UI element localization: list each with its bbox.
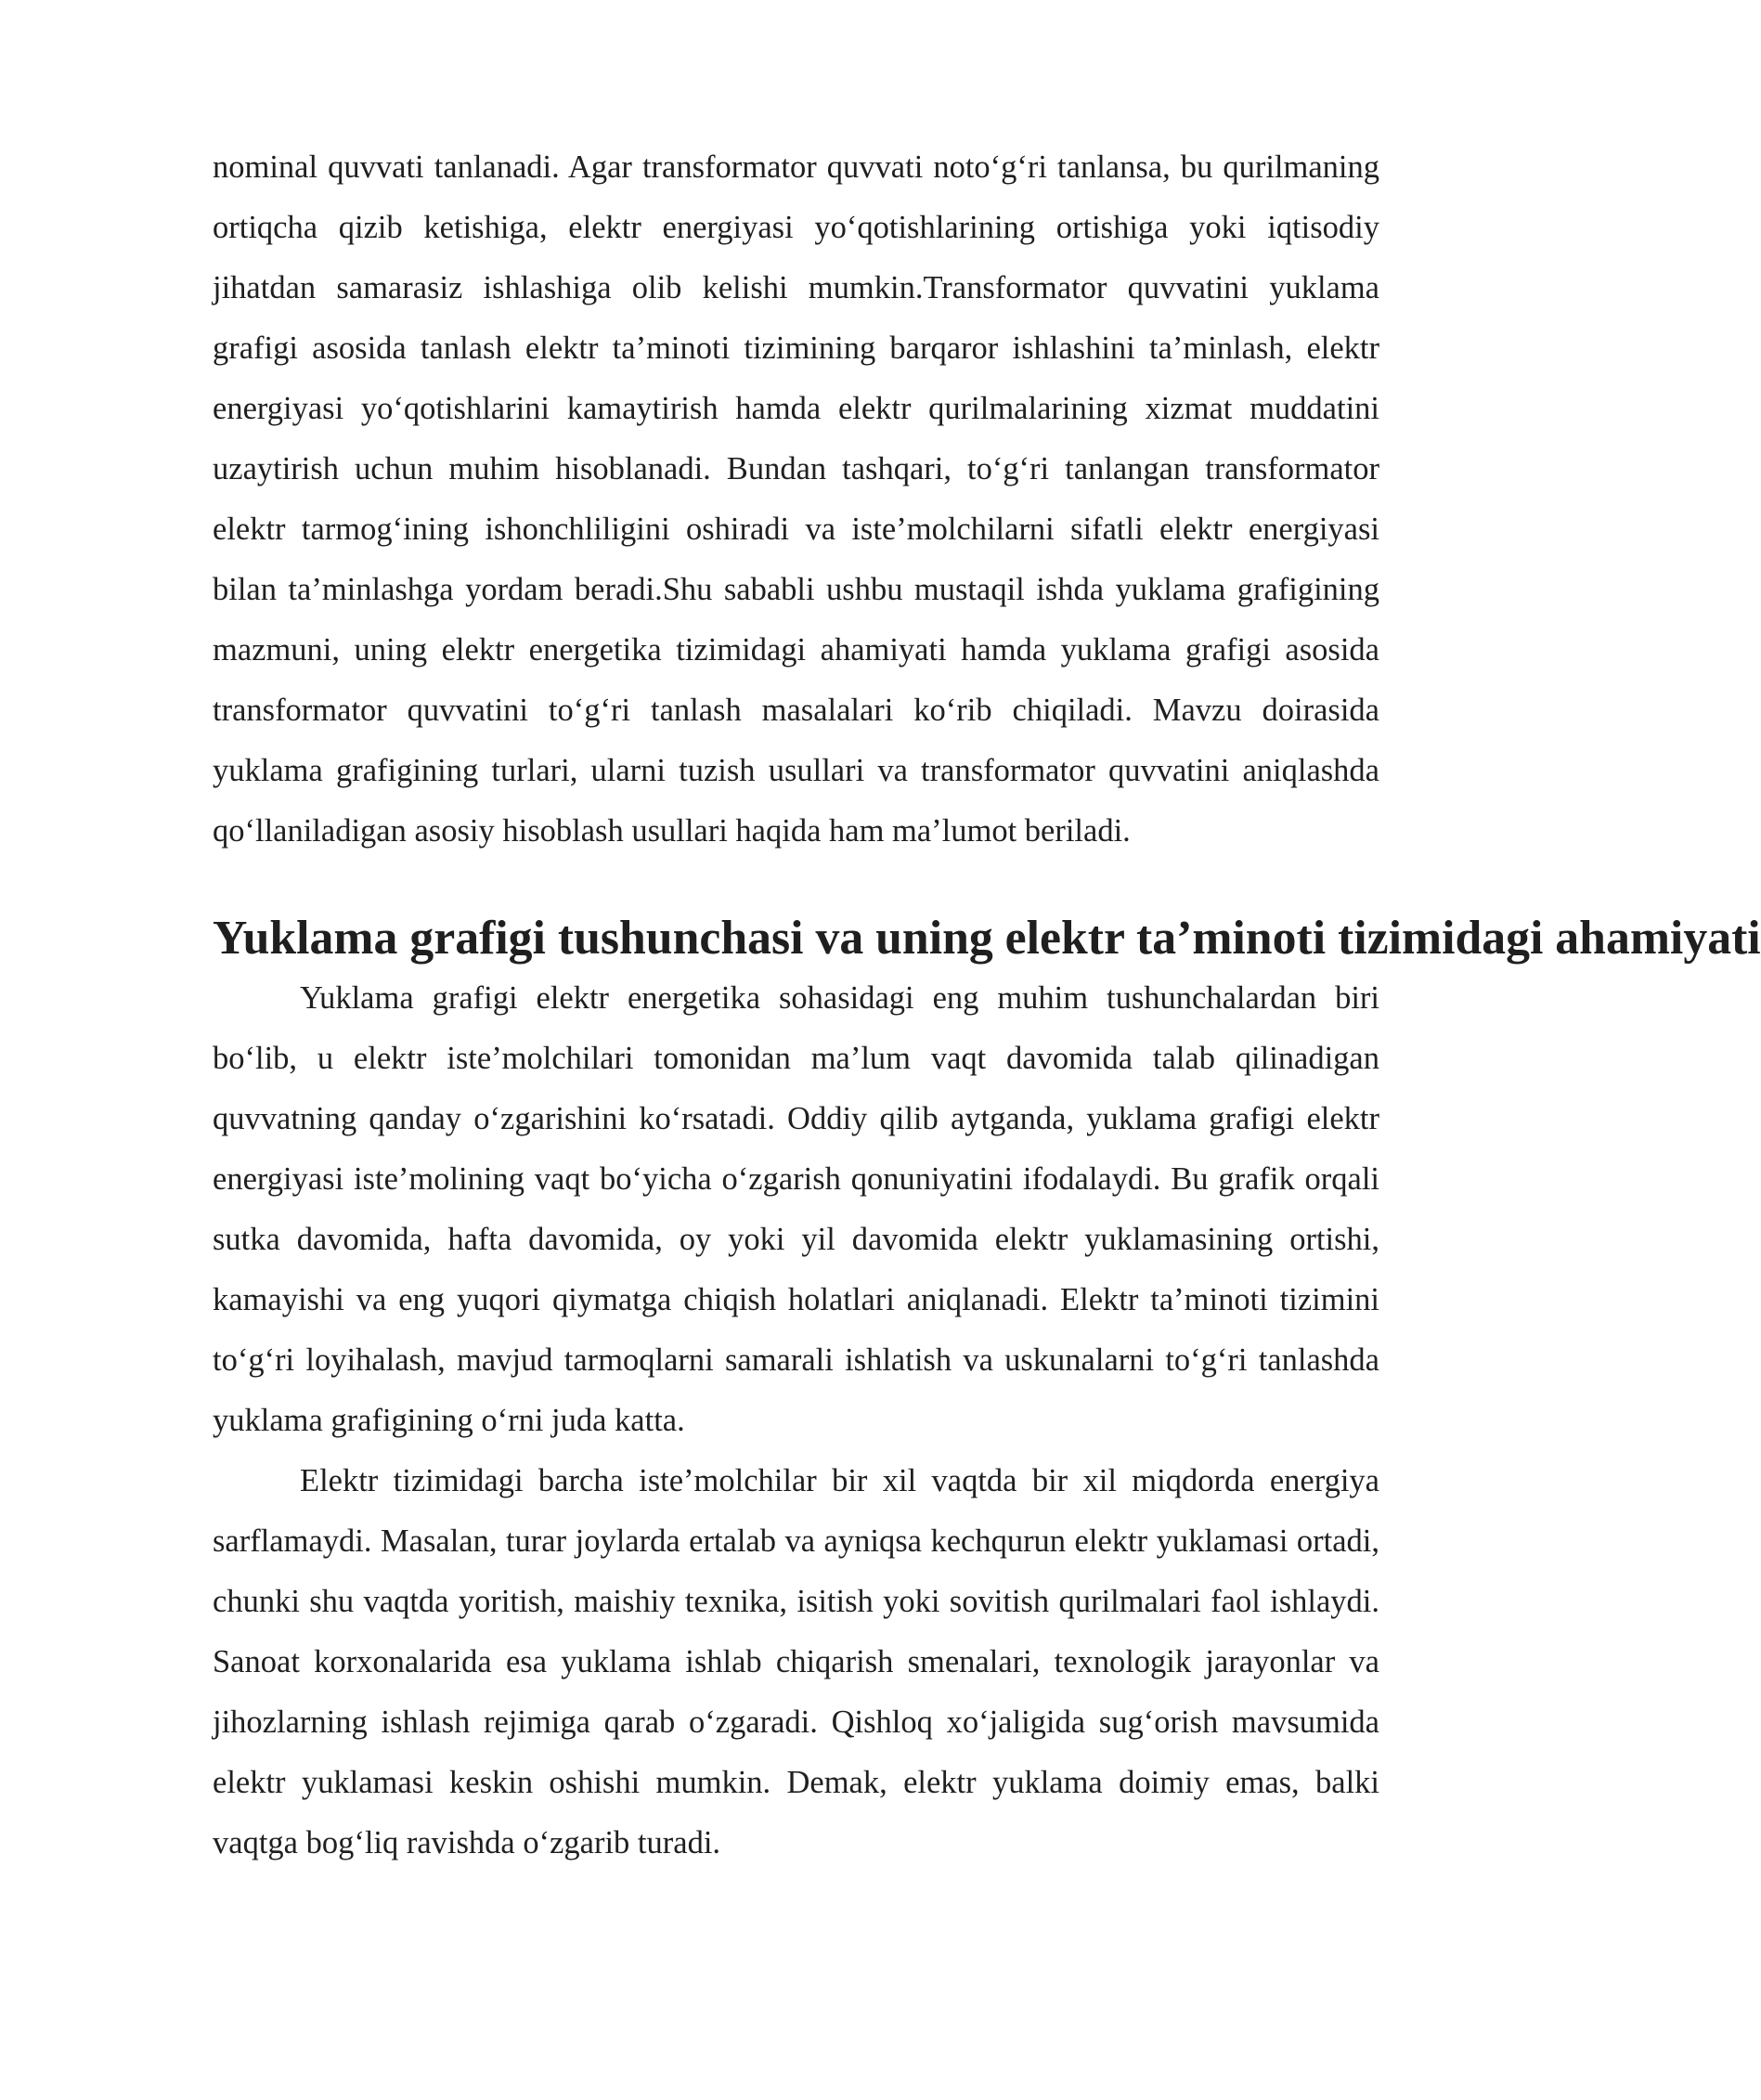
section-paragraph-1: Yuklama grafigi elektr energetika sohasidagi eng muhim tushunchalardan biri bo‘lib, u elektr iste’molchilari tomonidan ma’lum vaqt davomida talab qilinadigan quvvatning qanday o‘zgarishini ko‘rsatadi. Oddiy qilib aytganda, yuklama grafigi elektr energiyasi iste’molining vaqt bo‘yicha o‘zgarish qonuniyatini ifodalaydi. Bu grafik orqali sutka davomida, hafta davomida, oy yoki yil davomida elektr yuklamasining ortishi, kamayishi va eng yuqori qiymatga chiqish holatlari aniqlanadi. Elektr ta’minoti tizimini to‘g‘ri loyihalash, mavjud tarmoqlarni samarali ishlatish va uskunalarni to‘g‘ri tanlashda yuklama grafigining o‘rni juda katta. [213,980,1379,1438]
section-heading: Yuklama grafigi tushunchasi va uning elektr ta’minoti tizimidagi ahamiyati [213,912,1761,965]
intro-paragraph: nominal quvvati tanlanadi. Agar transformator quvvati noto‘g‘ri tanlansa, bu qurilmaning ortiqcha qizib ketishiga, elektr energiyasi yo‘qotishlarining ortishiga yoki iqtisodiy jihatdan samarasiz ishlashiga olib kelishi mumkin.Transformator quvvatini yuklama grafigi asosida tanlash elektr ta’minoti tizimining barqaror ishlashini ta’minlash, elektr energiyasi yo‘qotishlarini kamaytirish hamda elektr qurilmalarining xizmat muddatini uzaytirish uchun muhim hisoblanadi. Bundan tashqari, to‘g‘ri tanlangan transformator elektr tarmog‘ining ishonchliligini oshiradi va iste’molchilarni sifatli elektr energiyasi bilan ta’minlashga yordam beradi.Shu sababli ushbu mustaqil ishda yuklama grafigining mazmuni, uning elektr energetika tizimidagi ahamiyati hamda yuklama grafigi asosida transformator quvvatini to‘g‘ri tanlash masalalari ko‘rib chiqiladi. Mavzu doirasida yuklama grafigining turlari, ularni tuzish usullari va transformator quvvatini aniqlashda qo‘llaniladigan asosiy hisoblash usullari haqida ham ma’lumot beriladi. [213,149,1379,849]
document-page [213,137,1761,1873]
section-paragraph-2: Elektr tizimidagi barcha iste’molchilar bir xil vaqtda bir xil miqdorda energiya sarflamaydi. Masalan, turar joylarda ertalab va ayniqsa kechqurun elektr yuklamasi ortadi, chunki shu vaqtda yoritish, maishiy texnika, isitish yoki sovitish qurilmalari faol ishlaydi. Sanoat korxonalarida esa yuklama ishlab chiqarish smenalari, texnologik jarayonlar va jihozlarning ishlash rejimiga qarab o‘zgaradi. Qishloq xo‘jaligida sug‘orish mavsumida elektr yuklamasi keskin oshishi mumkin. Demak, elektr yuklama doimiy emas, balki vaqtga bog‘liq ravishda o‘zgarib turadi. [213,1463,1379,1860]
